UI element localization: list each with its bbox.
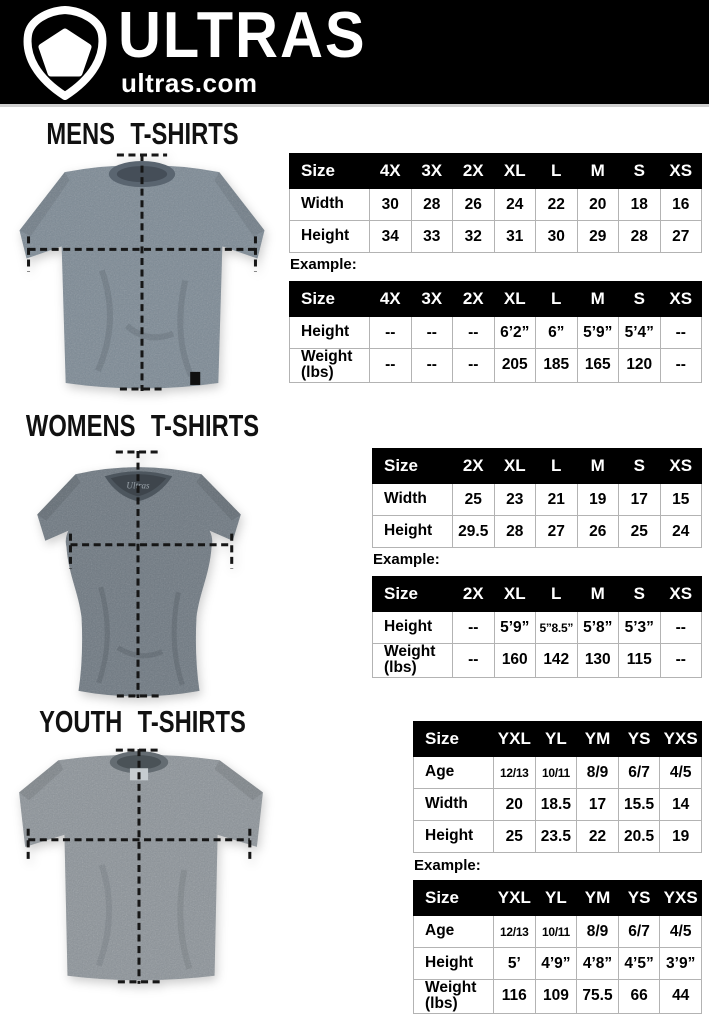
row-label: Weight (lbs) (414, 980, 494, 1014)
size-value-cell: 28 (494, 516, 536, 548)
size-value-cell: 20 (577, 189, 619, 221)
size-value-cell: 116 (494, 980, 536, 1014)
size-value-cell: 23 (494, 484, 536, 516)
brand-site-url[interactable]: ultras.com (121, 68, 258, 98)
womens-size-table (372, 448, 702, 548)
table-row (414, 789, 702, 821)
row-label: Height (414, 948, 494, 980)
size-value-cell: 22 (577, 821, 619, 853)
size-value-cell: 160 (494, 644, 536, 678)
size-column-header: L (536, 577, 578, 612)
table-row (373, 516, 702, 548)
size-value-cell: 32 (453, 221, 495, 253)
size-column-header: YM (577, 881, 619, 916)
size-value-cell: 8/9 (577, 757, 619, 789)
mens-hem-tag (190, 372, 200, 385)
size-column-header: M (577, 282, 619, 317)
size-value-cell: 5”8.5” (536, 612, 578, 644)
youth-section-title: YOUTH T-SHIRTS (39, 705, 246, 739)
size-value-cell: 17 (619, 484, 661, 516)
size-column-header: L (536, 282, 578, 317)
size-column-header: YL (535, 722, 577, 757)
row-label: Height (414, 821, 494, 853)
size-column-header: YL (535, 881, 577, 916)
table-row (290, 317, 702, 349)
size-value-cell: -- (453, 349, 495, 383)
size-value-cell: -- (660, 612, 702, 644)
table-row (373, 644, 702, 678)
size-value-cell: 17 (577, 789, 619, 821)
size-value-cell: 165 (577, 349, 619, 383)
table-row (414, 821, 702, 853)
table-row (290, 221, 702, 253)
row-label: Height (373, 516, 453, 548)
size-column-header: 3X (411, 282, 453, 317)
size-value-cell: 24 (494, 189, 536, 221)
table-row (373, 484, 702, 516)
size-column-label: Size (373, 449, 453, 484)
size-value-cell: 6’2” (494, 317, 536, 349)
size-column-header: YXS (660, 722, 702, 757)
table-row (373, 612, 702, 644)
size-value-cell: 6/7 (618, 757, 660, 789)
size-column-header: S (619, 577, 661, 612)
size-value-cell: 5’9” (494, 612, 536, 644)
womens-example-table (372, 576, 702, 678)
size-column-header: XL (494, 577, 536, 612)
mens-example-label: Example: (290, 256, 357, 273)
size-value-cell: 4’8” (577, 948, 619, 980)
size-column-header: 2X (453, 154, 495, 189)
size-column-header: L (536, 154, 578, 189)
womens-tshirt-image (12, 446, 264, 708)
size-value-cell: 8/9 (577, 916, 619, 948)
size-value-cell: 14 (660, 789, 702, 821)
row-label: Width (414, 789, 494, 821)
table-row (290, 349, 702, 383)
size-column-header: M (577, 449, 619, 484)
size-column-header: XS (660, 282, 702, 317)
size-value-cell: 28 (619, 221, 661, 253)
youth-size-table-grid (413, 721, 702, 853)
size-column-header: M (577, 577, 619, 612)
size-value-cell: -- (453, 317, 495, 349)
size-value-cell: 6/7 (618, 916, 660, 948)
size-value-cell: -- (453, 612, 495, 644)
brand-name: ULTRAS (118, 0, 367, 72)
size-value-cell: 18.5 (535, 789, 577, 821)
size-value-cell: 19 (577, 484, 619, 516)
row-label: Width (373, 484, 453, 516)
size-value-cell: 10/11 (535, 757, 577, 789)
table-row (414, 757, 702, 789)
row-label: Height (290, 317, 370, 349)
youth-tshirt-image (3, 744, 275, 1001)
size-value-cell: 18 (619, 189, 661, 221)
size-value-cell: 30 (536, 221, 578, 253)
size-value-cell: 20.5 (618, 821, 660, 853)
size-value-cell: 15 (660, 484, 702, 516)
size-value-cell: 27 (536, 516, 578, 548)
size-column-header: XS (660, 577, 702, 612)
row-label: Height (290, 221, 370, 253)
womens-example-label: Example: (373, 551, 440, 568)
size-column-header: 2X (453, 449, 495, 484)
size-value-cell: 142 (536, 644, 578, 678)
size-column-header: XL (494, 282, 536, 317)
size-value-cell: 25 (453, 484, 495, 516)
table-row (414, 980, 702, 1014)
size-value-cell: 26 (577, 516, 619, 548)
size-value-cell: -- (660, 349, 702, 383)
size-value-cell: 10/11 (535, 916, 577, 948)
size-value-cell: 5’ (494, 948, 536, 980)
size-column-header: YM (577, 722, 619, 757)
size-column-header: L (536, 449, 578, 484)
womens-example-table-grid (372, 576, 702, 678)
size-column-header: 3X (411, 154, 453, 189)
size-column-header: M (577, 154, 619, 189)
mens-tshirt-image (6, 150, 278, 401)
size-value-cell: 28 (411, 189, 453, 221)
youth-example-label: Example: (414, 857, 481, 874)
row-label: Age (414, 916, 494, 948)
table-row (414, 948, 702, 980)
table-row (290, 189, 702, 221)
youth-example-table-grid (413, 880, 702, 1014)
row-label: Weight (lbs) (290, 349, 370, 383)
row-label: Width (290, 189, 370, 221)
site-header (0, 0, 709, 107)
size-value-cell: 5’8” (577, 612, 619, 644)
row-label: Height (373, 612, 453, 644)
size-value-cell: 25 (494, 821, 536, 853)
size-value-cell: 6” (536, 317, 578, 349)
size-value-cell: 4/5 (660, 757, 702, 789)
size-value-cell: 25 (619, 516, 661, 548)
size-value-cell: 29.5 (453, 516, 495, 548)
size-value-cell: 115 (619, 644, 661, 678)
size-column-header: YS (618, 722, 660, 757)
size-column-header: XS (660, 154, 702, 189)
size-column-header: S (619, 282, 661, 317)
size-value-cell: 20 (494, 789, 536, 821)
size-column-header: 4X (370, 154, 412, 189)
row-label: Weight (lbs) (373, 644, 453, 678)
size-value-cell: 44 (660, 980, 702, 1014)
size-value-cell: 21 (536, 484, 578, 516)
womens-section-title: WOMENS T-SHIRTS (25, 409, 260, 443)
size-value-cell: 23.5 (535, 821, 577, 853)
size-value-cell: 5’4” (619, 317, 661, 349)
size-column-label: Size (414, 881, 494, 916)
size-value-cell: 16 (660, 189, 702, 221)
collar-label-text: Ultras (126, 480, 150, 491)
size-column-header: YXL (494, 722, 536, 757)
size-value-cell: 4’5” (618, 948, 660, 980)
pentagon-shield-icon (14, 6, 116, 100)
size-column-label: Size (290, 282, 370, 317)
mens-section-title: MENS T-SHIRTS (46, 117, 239, 151)
size-value-cell: 26 (453, 189, 495, 221)
size-column-header: YXL (494, 881, 536, 916)
size-value-cell: -- (370, 349, 412, 383)
ultras-logo[interactable] (14, 6, 116, 100)
table-row (414, 916, 702, 948)
size-column-header: XL (494, 154, 536, 189)
size-column-header: XS (660, 449, 702, 484)
size-value-cell: -- (411, 349, 453, 383)
size-column-header: XL (494, 449, 536, 484)
size-value-cell: -- (660, 644, 702, 678)
size-value-cell: 66 (618, 980, 660, 1014)
size-value-cell: 15.5 (618, 789, 660, 821)
size-value-cell: 30 (370, 189, 412, 221)
size-value-cell: 3’9” (660, 948, 702, 980)
size-value-cell: 12/13 (494, 757, 536, 789)
size-value-cell: 12/13 (494, 916, 536, 948)
mens-example-table-grid (289, 281, 702, 383)
size-column-header: YXS (660, 881, 702, 916)
size-column-header: S (619, 449, 661, 484)
size-value-cell: 75.5 (577, 980, 619, 1014)
size-value-cell: 5’3” (619, 612, 661, 644)
size-column-header: YS (618, 881, 660, 916)
size-value-cell: -- (411, 317, 453, 349)
row-label: Age (414, 757, 494, 789)
size-column-label: Size (414, 722, 494, 757)
size-value-cell: 22 (536, 189, 578, 221)
size-value-cell: 27 (660, 221, 702, 253)
size-column-header: 2X (453, 577, 495, 612)
mens-size-table-grid (289, 153, 702, 253)
mens-example-table (289, 281, 702, 383)
size-value-cell: -- (453, 644, 495, 678)
size-value-cell: 109 (535, 980, 577, 1014)
size-value-cell: 31 (494, 221, 536, 253)
size-column-header: S (619, 154, 661, 189)
size-value-cell: 5’9” (577, 317, 619, 349)
size-value-cell: 34 (370, 221, 412, 253)
size-value-cell: 4/5 (660, 916, 702, 948)
size-value-cell: 185 (536, 349, 578, 383)
size-value-cell: 120 (619, 349, 661, 383)
size-value-cell: 29 (577, 221, 619, 253)
size-value-cell: 130 (577, 644, 619, 678)
size-column-header: 2X (453, 282, 495, 317)
size-value-cell: 4’9” (535, 948, 577, 980)
size-value-cell: 24 (660, 516, 702, 548)
womens-size-table-grid (372, 448, 702, 548)
size-value-cell: -- (660, 317, 702, 349)
youth-size-table (413, 721, 702, 853)
size-column-label: Size (290, 154, 370, 189)
size-value-cell: 19 (660, 821, 702, 853)
size-column-header: 4X (370, 282, 412, 317)
youth-example-table (413, 880, 702, 1014)
mens-size-table (289, 153, 702, 253)
size-value-cell: 205 (494, 349, 536, 383)
size-value-cell: -- (370, 317, 412, 349)
size-value-cell: 33 (411, 221, 453, 253)
size-column-label: Size (373, 577, 453, 612)
